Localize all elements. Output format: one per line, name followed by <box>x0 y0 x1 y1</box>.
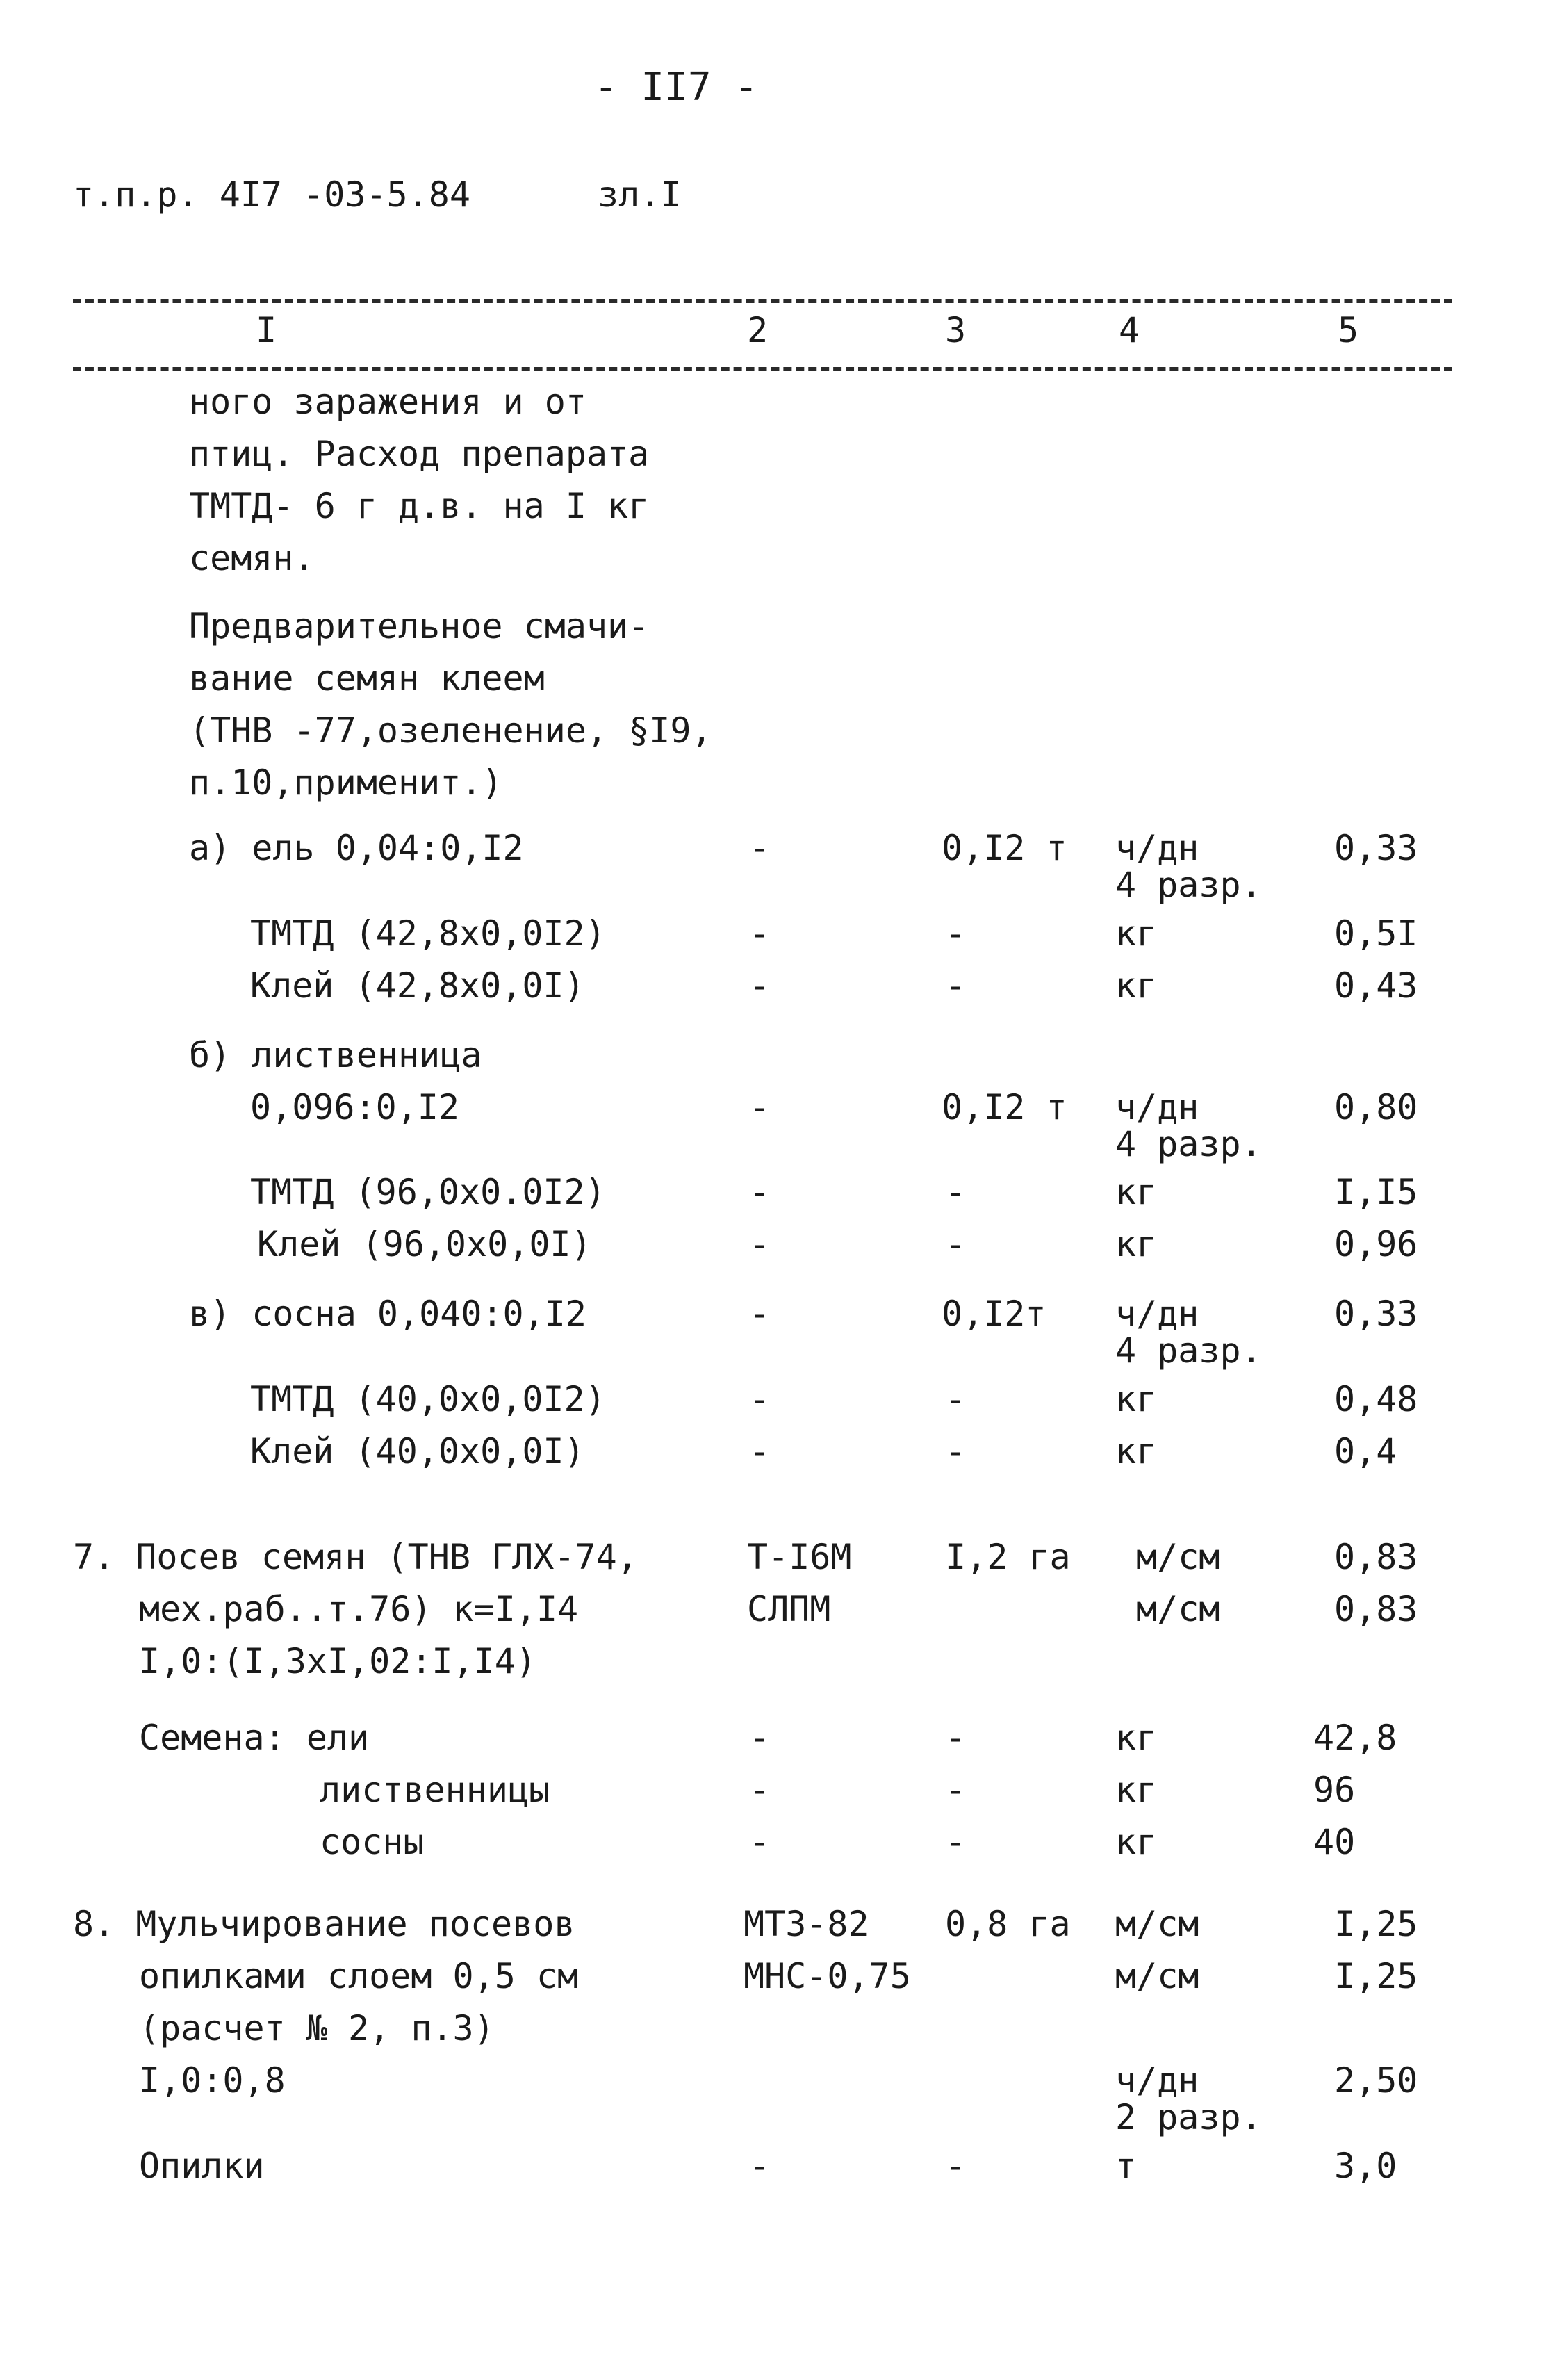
table-cell-col4: м/см <box>1115 1904 1199 1944</box>
table-cell-col2: - <box>749 913 771 954</box>
table-cell-col5: 42,8 <box>1313 1718 1397 1758</box>
table-cell-col4-sub: 4 разр. <box>1115 1330 1262 1371</box>
table-cell-col4-sub: 2 разр. <box>1115 2097 1262 2137</box>
table-cell-col3: 0,I2 т <box>942 1087 1067 1127</box>
column-header-5: 5 <box>1338 310 1359 350</box>
table-cell-col2: - <box>749 1822 771 1862</box>
table-cell-col5: 3,0 <box>1334 2146 1397 2186</box>
table-cell-col2: - <box>749 1172 771 1212</box>
table-row-item: 7. Посев семян (ТНВ ГЛХ-74, <box>73 1537 638 1577</box>
table-row-item: в) сосна 0,040:0,I2 <box>189 1294 586 1334</box>
table-cell-col3: 0,8 га <box>945 1904 1071 1944</box>
table-cell-col2: - <box>749 1379 771 1419</box>
table-cell-col4: кг <box>1115 965 1158 1006</box>
table-row-item: 8. Мульчирование посевов <box>73 1904 575 1944</box>
table-row-item: 0,096:0,I2 <box>250 1087 460 1127</box>
table-cell-col4: ч/дн <box>1115 1087 1199 1127</box>
table-cell-col4: м/см <box>1115 1956 1199 1996</box>
table-row-text: птиц. Расход препарата <box>189 434 650 474</box>
table-cell-col4: м/см <box>1136 1589 1220 1629</box>
table-cell-col3: - <box>945 965 967 1006</box>
table-row-text: вание семян клеем <box>189 658 545 699</box>
table-cell-col3: - <box>945 1431 967 1472</box>
table-cell-col2: - <box>749 1431 771 1472</box>
table-cell-col4: кг <box>1115 1770 1158 1810</box>
table-cell-col2: Т-I6М <box>747 1537 852 1577</box>
table-row-item: Клей (40,0x0,0I) <box>250 1431 585 1472</box>
table-cell-col2: - <box>749 1294 771 1334</box>
table-cell-col3: - <box>945 1379 967 1419</box>
table-cell-col4: кг <box>1115 1379 1158 1419</box>
table-row-item: Опилки <box>139 2146 265 2186</box>
table-cell-col4: ч/дн <box>1115 828 1199 868</box>
table-cell-col4-sub: 4 разр. <box>1115 1124 1262 1164</box>
table-cell-col3: 0,I2т <box>942 1294 1046 1334</box>
table-row-item: (расчет № 2, п.3) <box>139 2008 495 2048</box>
table-cell-col4-sub: 4 разр. <box>1115 865 1262 905</box>
table-cell-col2: - <box>749 1224 771 1264</box>
table-row-item: ТМТД (40,0x0,0I2) <box>250 1379 606 1419</box>
table-row-item: I,0:(I,3xI,02:I,I4) <box>139 1641 536 1681</box>
table-cell-col5: 2,50 <box>1334 2060 1418 2101</box>
table-cell-col5: 0,33 <box>1334 828 1418 868</box>
table-row-item: Клей (96,0x0,0I) <box>257 1224 592 1264</box>
table-cell-col2: - <box>749 1718 771 1758</box>
table-cell-col4: т <box>1115 2146 1137 2186</box>
table-row-item: лиственницы <box>320 1770 550 1810</box>
table-cell-col4: кг <box>1115 1431 1158 1472</box>
table-cell-col5: 0,96 <box>1334 1224 1418 1264</box>
table-cell-col5: I,I5 <box>1334 1172 1418 1212</box>
table-cell-col5: 0,4 <box>1334 1431 1397 1472</box>
table-cell-col2: - <box>749 1770 771 1810</box>
table-row-item: мех.раб..т.76) к=I,I4 <box>139 1589 579 1629</box>
table-cell-col5: 0,33 <box>1334 1294 1418 1334</box>
table-cell-col2: - <box>749 828 771 868</box>
table-cell-col2: МТЗ-82 <box>744 1904 869 1944</box>
table-row-text: Предварительное смачи- <box>189 606 650 646</box>
table-cell-col3: - <box>945 1822 967 1862</box>
table-cell-col4: кг <box>1115 1224 1158 1264</box>
table-row-item: а) ель 0,04:0,I2 <box>189 828 524 868</box>
table-cell-col2: - <box>749 1087 771 1127</box>
document-reference: т.п.р. 4I7 -03-5.84 <box>73 174 470 215</box>
table-cell-col2: - <box>749 965 771 1006</box>
table-cell-col5: I,25 <box>1334 1956 1418 1996</box>
table-cell-col5: 0,83 <box>1334 1537 1418 1577</box>
column-header-2: 2 <box>747 310 769 350</box>
table-cell-col5: 0,80 <box>1334 1087 1418 1127</box>
table-cell-col2: МНС-0,75 <box>744 1956 911 1996</box>
table-row-text: семян. <box>189 538 315 578</box>
table-cell-col5: 40 <box>1313 1822 1356 1862</box>
table-cell-col3: - <box>945 1770 967 1810</box>
table-cell-col4: ч/дн <box>1115 1294 1199 1334</box>
table-cell-col4: кг <box>1115 913 1158 954</box>
table-cell-col4: кг <box>1115 1172 1158 1212</box>
sheet-label: зл.I <box>598 174 682 215</box>
table-cell-col5: 0,5I <box>1334 913 1418 954</box>
table-cell-col4: кг <box>1115 1822 1158 1862</box>
table-row-item: опилками слоем 0,5 см <box>139 1956 579 1996</box>
table-cell-col2: - <box>749 2146 771 2186</box>
table-row-item: Семена: ели <box>139 1718 370 1758</box>
table-top-rule <box>73 299 1452 303</box>
page-number: - II7 - <box>594 65 759 110</box>
column-header-4: 4 <box>1119 310 1140 350</box>
table-cell-col4: кг <box>1115 1718 1158 1758</box>
table-cell-col5: I,25 <box>1334 1904 1418 1944</box>
table-cell-col3: - <box>945 2146 967 2186</box>
table-row-item: сосны <box>320 1822 425 1862</box>
table-header-rule <box>73 367 1452 371</box>
table-cell-col3: 0,I2 т <box>942 828 1067 868</box>
table-cell-col5: 0,48 <box>1334 1379 1418 1419</box>
table-cell-col5: 0,43 <box>1334 965 1418 1006</box>
table-cell-col3: - <box>945 1172 967 1212</box>
table-row-item: Клей (42,8x0,0I) <box>250 965 585 1006</box>
table-row-item: ТМТД (96,0x0.0I2) <box>250 1172 606 1212</box>
table-cell-col3: I,2 га <box>945 1537 1071 1577</box>
table-row-text: ТМТД- 6 г д.в. на I кг <box>189 486 650 526</box>
column-header-1: I <box>256 310 277 350</box>
table-cell-col5: 0,83 <box>1334 1589 1418 1629</box>
table-row-text: ного заражения и от <box>189 382 586 422</box>
table-row-item: б) лиственница <box>189 1035 482 1075</box>
table-cell-col4: ч/дн <box>1115 2060 1199 2101</box>
table-cell-col3: - <box>945 913 967 954</box>
table-cell-col4: м/см <box>1136 1537 1220 1577</box>
table-row-text: (ТНВ -77,озеленение, §I9, <box>189 710 712 751</box>
column-header-3: 3 <box>945 310 967 350</box>
table-cell-col5: 96 <box>1313 1770 1356 1810</box>
table-row-text: п.10,применит.) <box>189 763 503 803</box>
table-cell-col2: СЛПМ <box>747 1589 831 1629</box>
table-row-item: I,0:0,8 <box>139 2060 286 2101</box>
table-cell-col3: - <box>945 1718 967 1758</box>
table-cell-col3: - <box>945 1224 967 1264</box>
table-row-item: ТМТД (42,8x0,0I2) <box>250 913 606 954</box>
